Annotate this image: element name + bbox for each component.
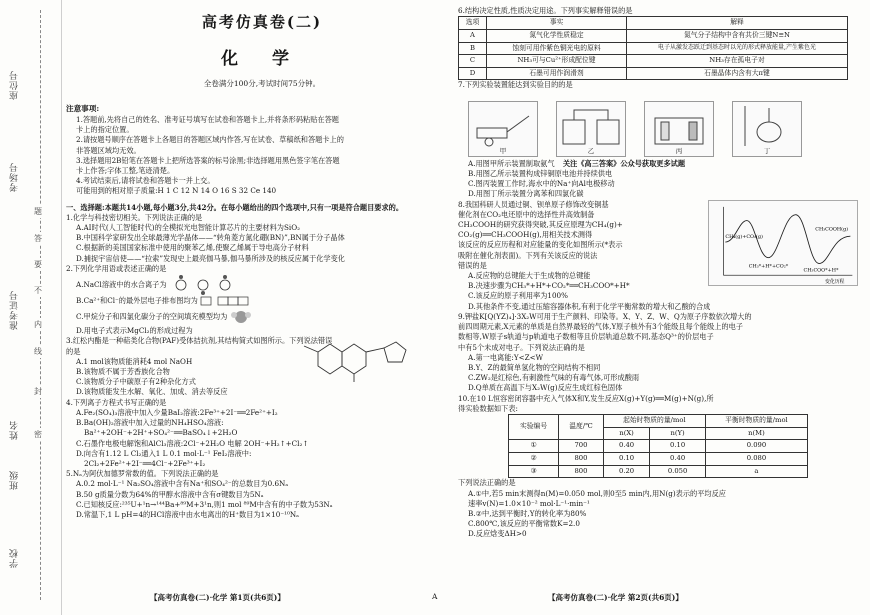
q1-option: D.捕捉宇宙信使——“拉索”发现史上最亮伽马暴,伽马暴所涉及的核反应属于化学变化 xyxy=(76,253,345,263)
table-cell: 0.050 xyxy=(650,465,706,478)
q5-option: B.50 g质量分数为64%的甲醇水溶液中含有σ键数目为5Nₐ xyxy=(76,489,264,499)
table-cell: 0.080 xyxy=(705,453,807,466)
exam-title: 高考仿真卷(二) xyxy=(201,13,323,31)
q2-option-d: D.用电子式表示MgCl₂的形成过程为 xyxy=(76,326,193,336)
graph-label: CH₃*+H*+CO₂* xyxy=(748,262,789,269)
q1-option: C.根据新的美国国家标准中使用的聚苯乙烯,使聚乙烯属于导电高分子材料 xyxy=(76,243,309,253)
q1-stem: 1.化学与科技密切相关。下列说法正确的是 xyxy=(66,212,203,222)
q10-subheader: n(M) xyxy=(705,427,807,440)
table-cell: ③ xyxy=(509,465,559,478)
q3-stem-cont: 的是 xyxy=(66,346,81,356)
exam-subtitle: 全卷满分100分,考试时间75分钟。 xyxy=(203,79,321,89)
space-filling-model xyxy=(230,310,252,324)
q6-header: 选项 xyxy=(459,17,487,30)
table-cell: D xyxy=(459,67,487,80)
apparatus-ding-drawing xyxy=(733,102,801,148)
q4-option: C.石墨作电极电解饱和AlCl₃溶液:2Cl⁻+2H₂O 电解 2OH⁻+H₂↑+Cl₂↑ xyxy=(76,438,309,448)
table-cell: 700 xyxy=(559,440,604,453)
q10-header: 实验编号 xyxy=(509,415,559,440)
q4-stem: 4.下列离子方程式书写正确的是 xyxy=(66,397,167,407)
q5-option: C.已知核反应:²³⁵U+¹n→¹⁴⁴Ba+⁸⁹M+3¹n,则1 mol ⁸⁹M中含有的中子数为53Nₐ xyxy=(76,499,333,509)
left-page xyxy=(66,6,458,586)
seal-char: 不 xyxy=(34,286,42,295)
table-cell: a xyxy=(705,465,807,478)
table-cell: 石墨晶体内含有大π键 xyxy=(627,67,848,80)
q4-option: B.Ba(OH)₂溶液中加入过量的NH₄HSO₄溶液: xyxy=(76,418,224,428)
q2-option-c: C.甲烷分子和四氯化碳分子的空间填充模型均为 xyxy=(76,312,228,322)
table-row xyxy=(459,42,848,55)
q8-option: C.该反应的原子利用率为100% xyxy=(468,291,568,301)
q3-option: D.该物质能发生水解、氧化、加成、消去等反应 xyxy=(76,387,228,397)
table-cell: 电子从激发态跃迁到基态时以光的形式释放能量,产生紫色光 xyxy=(627,42,848,55)
q1-option: B.中国科学家研发出全球最薄光学晶体——“转角菱方氮化硼(BN)”,BN属于分子晶体 xyxy=(76,233,345,243)
q10-header: 平衡时物质的量/mol xyxy=(705,415,807,428)
page-footer-left: 【高考仿真卷(二)·化学 第1页(共6页)】 xyxy=(150,593,285,602)
apparatus-yi-drawing xyxy=(557,102,625,148)
notice-line: 4.考试结束后,请将试卷和答题卡一并上交。 xyxy=(76,176,215,186)
q8-line: CO₂(g)══CH₃COOH(g),用相关技术测得 xyxy=(458,230,593,240)
q10-subheader: n(Y) xyxy=(650,427,706,440)
q2-option-a: A.NaCl溶液中的水合离子为 xyxy=(76,280,167,290)
q7-stem: 7.下列实验装置能达到实验目的的是 xyxy=(458,80,573,90)
q5-option: A.0.2 mol·L⁻¹ Na₂SO₄溶液中含有Na⁺和SO₄²⁻的总数目为0.6Nₐ xyxy=(76,479,289,489)
notice-line: 1.答题前,先将自己的姓名、准考证号填写在试卷和答题卡上,并将条形码粘贴在答题 xyxy=(76,114,339,124)
figure-label: 丙 xyxy=(675,147,683,156)
q5-stem: 5.Nₐ为阿伏加德罗常数的值。下列说法正确的是 xyxy=(66,469,219,479)
q3-stem: 3.红松内酯是一种萜类化合物(PAF)受体拮抗剂,其结构简式如图所示。下列说法错误 xyxy=(66,336,333,346)
q8-line: CH₃COOH的研究获得突破,其反应原理为CH₄(g)+ xyxy=(458,219,623,229)
notice-title: 注意事项: xyxy=(66,104,100,114)
page-footer-right: 【高考仿真卷(二)·化学 第2页(共6页)】 xyxy=(548,593,683,602)
table-cell: 0.40 xyxy=(603,440,649,453)
q9-line: 中有5个未成对电子。下列说法正确的是 xyxy=(458,342,585,352)
q9-option: C.ZW₂是红棕色,有刺激性气味的有毒气体,可形成酸雨 xyxy=(468,373,640,383)
q7-option: B.用图乙所示装置构成锌铜原电池并持续供电 xyxy=(468,168,613,178)
figure-label: 丁 xyxy=(763,147,771,156)
table-cell: NH₃可与Cu²⁺形成配位键 xyxy=(487,55,627,68)
seal-char: 题 xyxy=(34,207,42,216)
q8-line: 催化剂在CO₂电还原中的选择性并高效制备 xyxy=(458,209,595,219)
apparatus-bing-drawing xyxy=(645,102,713,148)
q4-option: A.Fe₂(SO₄)₃溶液中加入少量BaI₂溶液:2Fe³⁺+2I⁻══2Fe²⁺+I₂ xyxy=(76,407,278,417)
margin-label-ticket: 准考证号 xyxy=(10,290,20,330)
right-page xyxy=(458,6,858,586)
notice-line: 3.选择题用2B铅笔在答题卡上把所选答案的标号涂黑;非选择题用黑色签字笔在答题 xyxy=(76,155,340,165)
q8-line: 该反应的反应历程和对应能量的变化如图所示(*表示 xyxy=(458,240,623,250)
table-row xyxy=(459,55,848,68)
margin-label-class: 班级 xyxy=(10,470,20,490)
table-cell: 0.10 xyxy=(650,440,706,453)
seal-char: 封 xyxy=(34,387,42,396)
table-cell: 氮气分子结构中含有共价三键N≡N xyxy=(627,29,848,42)
notice-line: 2.请按题号顺序在答题卡上各题目的答题区域内作答,写在试卷、草稿纸和答题卡上的 xyxy=(76,135,344,145)
atomic-mass-line: 可能用到的相对原子质量:H 1 C 12 N 14 O 16 S 32 Ce 140 xyxy=(76,186,277,196)
q9-option: D.Q单质在高温下与X₂W(g)反应生成红棕色固体 xyxy=(468,383,623,393)
table-row xyxy=(509,453,808,466)
section-heading: 一、选择题:本题共14小题,每小题3分,共42分。在每小题给出的四个选项中,只有一项是符合题目要求的。 xyxy=(66,202,404,212)
table-cell: 800 xyxy=(559,453,604,466)
figure-jia xyxy=(468,101,538,157)
figure-label: 乙 xyxy=(587,147,595,156)
margin-label-room: 考场号 xyxy=(10,162,20,192)
q1-option: A.AI时代(人工智能时代)的全模拟光电智能计算芯片的主要材料为SiO₂ xyxy=(76,223,300,233)
table-cell: 石墨可用作润滑剂 xyxy=(487,67,627,80)
table-cell: 氮气化学性质稳定 xyxy=(487,29,627,42)
table-row xyxy=(459,29,848,42)
watermark-overlay: 关注《高三答案》公众号获取更多试题 xyxy=(562,158,686,168)
q4-option: Ba²⁺+2OH⁻+2H⁺+SO₄²⁻══BaSO₄↓+2H₂O xyxy=(84,428,238,438)
q10-line: 10.在10 L恒容密闭容器中充入气体X和Y,发生反应X(g)+Y(g)══M(g)+N(g),所 xyxy=(458,393,714,403)
q3-option: B.该物质不属于芳香族化合物 xyxy=(76,367,170,376)
q8-line: 8.我国科研人员通过铜、钡单原子修饰改变铜基 xyxy=(458,199,609,209)
notice-line: 卡上作答;字体工整,笔迹清楚。 xyxy=(76,165,175,175)
margin-label-seat: 座位号 xyxy=(10,70,20,100)
figure-ding xyxy=(732,101,802,157)
table-cell: B xyxy=(459,42,487,55)
table-cell: ① xyxy=(509,440,559,453)
seal-char: 内 xyxy=(34,320,42,329)
graph-label: CH₃COOH(g) xyxy=(815,225,849,232)
apparatus-jia-drawing xyxy=(469,102,537,148)
q10-option: D.反应焓变ΔH>0 xyxy=(468,529,527,539)
q10-tail: 下列说法正确的是 xyxy=(458,478,516,488)
q2-stem: 2.下列化学用语或表述正确的是 xyxy=(66,263,167,273)
seal-dashed-line xyxy=(40,10,41,600)
q8-line: 错误的是 xyxy=(458,260,487,270)
q6-stem: 6.结构决定性质,性质决定用途。下列事实解释错误的是 xyxy=(458,6,633,15)
table-cell: NH₃存在孤电子对 xyxy=(627,55,848,68)
table-row xyxy=(509,440,808,453)
q3-option: A.1 mol该物质能消耗4 mol NaOH xyxy=(76,356,193,366)
q6-table xyxy=(458,16,848,80)
seal-char: 密 xyxy=(34,430,42,439)
q9-line: 9.钾盐K[Q(YZ)₄]·3X₂W可用于生产颜料、印染等。X、Y、Z、W、Q为原子序数依次增大的 xyxy=(458,311,752,321)
q9-option: B.Y、Z的最简单氢化物的空间结构不相同 xyxy=(468,363,601,373)
q7-figures xyxy=(468,95,858,157)
table-cell: 0.090 xyxy=(705,440,807,453)
q4-option: D.向含有1.12 L Cl₂通入1 L 0.1 mol·L⁻¹ FeI₂溶液中: xyxy=(76,448,252,458)
q3-option: C.该物质分子中碳原子有2种杂化方式 xyxy=(76,377,196,387)
q9-line: 前四周期元素,X元素的单质是自然界最轻的气体,Y原子核外有3个能级且每个能级上的电子 xyxy=(458,322,743,332)
notice-line: 卡上的指定位置。 xyxy=(76,125,134,135)
margin-label-name: 姓名 xyxy=(10,420,20,440)
q4-option: 2Cl₂+2Fe²⁺+2I⁻══4Cl⁻+2Fe³⁺+I₂ xyxy=(84,458,206,468)
table-cell: C xyxy=(459,55,487,68)
q10-header: 起始时物质的量/mol xyxy=(603,415,705,428)
q9-option: A.第一电离能:Y<Z<W xyxy=(468,352,544,362)
figure-yi xyxy=(556,101,626,157)
table-row xyxy=(509,465,808,478)
graph-label: CH₃COO*+H* xyxy=(803,266,839,273)
q7-option: C.图丙装置工作时,海水中的Na⁺向Al电极移动 xyxy=(468,179,615,189)
table-cell: A xyxy=(459,29,487,42)
q2-option xyxy=(66,296,458,310)
orbital-diagram xyxy=(200,296,260,306)
q2-option xyxy=(66,310,458,326)
q10-line: 得实验数据如下表: xyxy=(458,403,518,413)
table-cell: 0.40 xyxy=(650,453,706,466)
q10-option: A.①中,若5 min末测得n(M)=0.050 mol,则0至5 min内,用N(g)表示的平均反应 xyxy=(468,488,726,498)
q8-line: 吸附在催化剂表面)。下列有关该反应的说法 xyxy=(458,250,598,260)
figure-bing xyxy=(644,101,714,157)
q10-subheader: n(X) xyxy=(603,427,649,440)
q10-header: 温度/℃ xyxy=(559,415,604,440)
q7-option: D.用图丁所示装置分离苯和四氯化碳 xyxy=(468,189,584,199)
q10-option: C.800℃,该反应的平衡常数K=2.0 xyxy=(468,519,580,529)
subject-title: 化 学 xyxy=(221,49,303,70)
table-cell: 0.10 xyxy=(603,453,649,466)
q7-option xyxy=(458,159,858,169)
margin-label-school: 学校 xyxy=(10,548,20,568)
energy-profile-graph xyxy=(708,200,858,286)
table-cell: 800 xyxy=(559,465,604,478)
hydrated-ion-diagram xyxy=(169,275,239,295)
q6-header: 事实 xyxy=(487,17,627,30)
q8-option: D.其他条件不变,通过压缩容器体积,有利于化学平衡常数的增大和乙酸的合成 xyxy=(468,301,711,311)
page-mark: A xyxy=(432,592,438,601)
graph-label: 变化历程 xyxy=(825,278,845,285)
q8-option: A.反应物的总键能大于生成物的总键能 xyxy=(468,271,591,281)
q10-option: 速率v(N)=1.0×10⁻² mol·L⁻¹·min⁻¹ xyxy=(468,498,590,508)
table-row xyxy=(459,67,848,80)
q8-option: B.决速步骤为CH₃*+H*+CO₂*══CH₃COO*+H* xyxy=(468,281,630,291)
graph-label: CH₄(g)+CO₂(g) xyxy=(725,233,763,240)
q10-table xyxy=(508,414,808,478)
seal-char: 线 xyxy=(34,347,42,356)
seal-char: 答 xyxy=(34,234,42,243)
seal-char: 要 xyxy=(34,260,42,269)
q6-header: 解释 xyxy=(627,17,848,30)
q9-line: 数相等,W原子s轨道与p轨道电子数相等且价层轨道总数不同,基态Q³⁺的价层电子 xyxy=(458,332,714,342)
q2-option xyxy=(66,274,458,296)
q5-option: D.常温下,1 L pH=4的HCl溶液中由水电离出的H⁺数目为1×10⁻¹⁰Nₐ xyxy=(76,510,299,520)
notice-line: 非答题区域均无效。 xyxy=(76,145,141,155)
figure-label: 甲 xyxy=(499,147,507,156)
q2-option-b: B.Ca²⁺和Cl⁻的最外层电子排布图均为 xyxy=(76,296,198,306)
table-cell: 蚀刻可用作紫色铜光电的原料 xyxy=(487,42,627,55)
table-cell: ② xyxy=(509,453,559,466)
binding-margin xyxy=(0,0,62,615)
table-cell: 0.20 xyxy=(603,465,649,478)
q7-option-a: A.用图甲所示装置制取氨气 xyxy=(468,158,555,168)
q10-option: B.②中,达到平衡时,Y的转化率为80% xyxy=(468,508,587,518)
